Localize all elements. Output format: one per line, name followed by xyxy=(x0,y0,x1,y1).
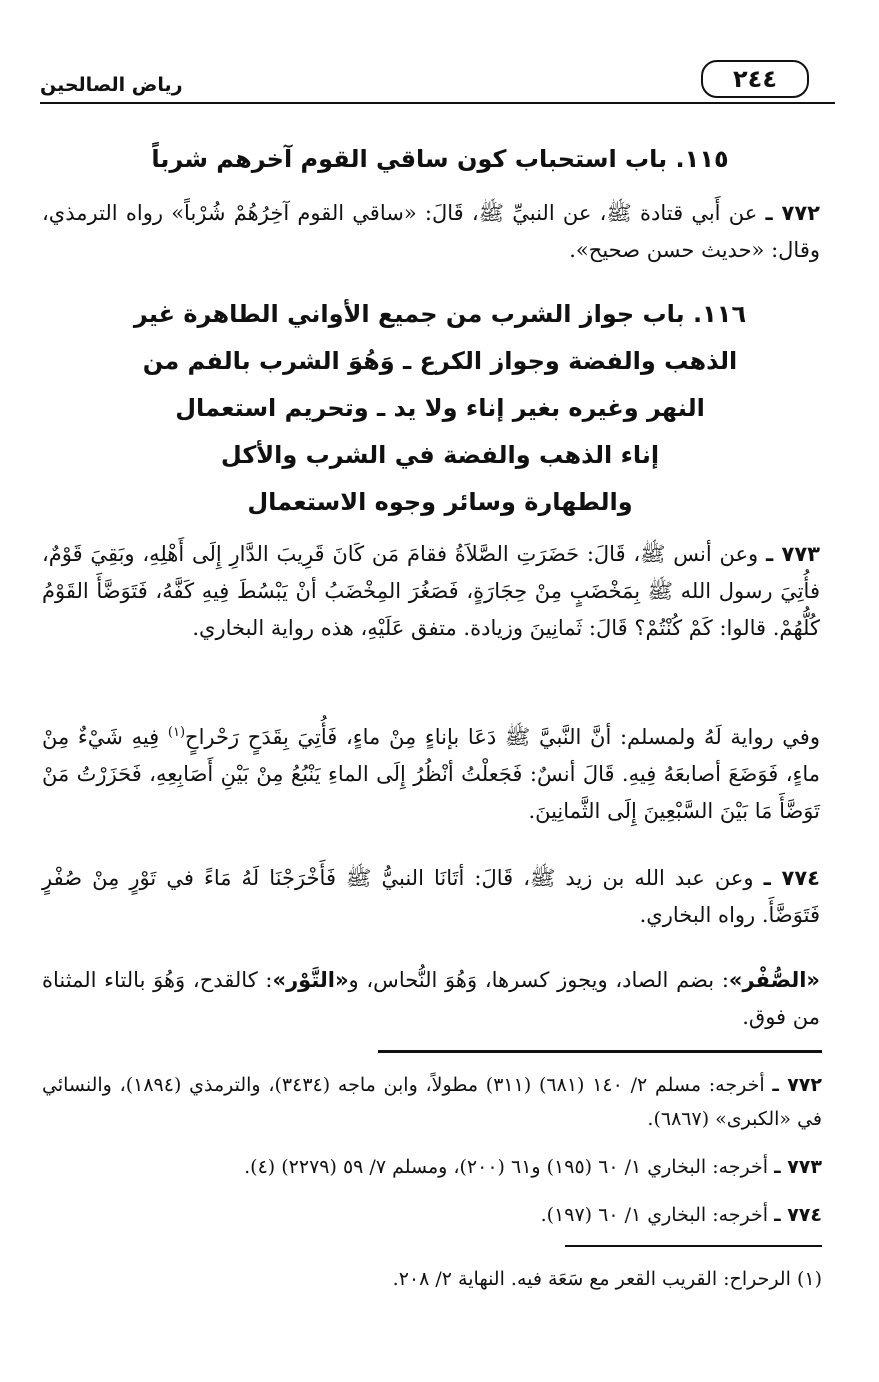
footnote-772 xyxy=(42,1068,822,1136)
hadith-number: ٧٧٤ ـ xyxy=(763,866,820,890)
glossary-note xyxy=(42,962,820,1036)
hadith-number: ٧٧٢ ـ xyxy=(765,201,820,225)
footnote-number: ٧٧٣ ـ xyxy=(774,1156,822,1178)
chapter-116-line: والطهارة وسائر وجوه الاستعمال xyxy=(247,488,633,516)
footnote-774 xyxy=(42,1198,822,1232)
hadith-text: وعن أنس ﷺ، قَالَ: حَضَرَتِ الصَّلاَةُ فقامَ مَن كَانَ قَرِيبَ الدَّارِ إِلَى أَهْلِهِ، وبَقِيَ قَوْمٌ، فأُتِيَ رسول الله ﷺ بِمَخْضَبٍ مِنْ حِجَارَةٍ، فَصَغُرَ المِخْضَبُ أنْ يَبْسُطَ فِيهِ كَفَّهُ، فَتَوَضَّأَ القَوْمُ كُلُّهُمْ. قالوا: كَمْ كُنْتُمْ؟ قَالَ: ثَمانِينَ وزيادة. متفق عَلَيْهِ، هذه رواية البخاري. xyxy=(42,542,820,640)
marginal-note-text: الرحراح: القريب القعر مع سَعَة فيه. النهاية ٢/ ٢٠٨. xyxy=(392,1268,791,1290)
hadith-text: عن أَبي قتادة ﷺ، عن النبيِّ ﷺ، قَالَ: «ساقي القوم آخِرُهُمْ شُرْباً» رواه الترمذي، وقال: «حديث حسن صحيح». xyxy=(42,201,820,262)
hadith-number: ٧٧٣ ـ xyxy=(765,542,820,566)
footnote-text: أخرجه: البخاري ١/ ٦٠ (١٩٥) و٦١ (٢٠٠)، ومسلم ٧/ ٥٩ (٢٢٧٩) (٤). xyxy=(244,1156,769,1178)
page-number: ٢٤٤ xyxy=(701,60,809,98)
hadith-772 xyxy=(42,195,820,269)
hadith-774 xyxy=(42,860,820,934)
marginal-note-separator xyxy=(565,1245,822,1247)
chapter-116-line: ١١٦. باب جواز الشرب من جميع الأواني الطاهرة غير xyxy=(133,300,747,328)
marginal-note-number: (١) xyxy=(796,1268,822,1290)
chapter-115-title: ١١٥. باب استحباب كون ساقي القوم آخرهم شرباً xyxy=(151,145,729,173)
footnote-number: ٧٧٢ ـ xyxy=(772,1074,822,1096)
variant-text: وفي رواية لَهُ ولمسلم: أنَّ النَّبيَّ ﷺ دَعَا بإناءٍ مِنْ ماءٍ، فَأُتِيَ بِقَدَحٍ رَحْراحٍ xyxy=(185,725,820,749)
hadith-text: وعن عبد الله بن زيد ﷺ، قَالَ: أتَانَا النبيُّ ﷺ فَأَخْرَجْنَا لَهُ مَاءً في تَوْرٍ مِنْ صُفْرٍ فَتَوَضَّأَ. رواه البخاري. xyxy=(42,866,820,927)
marginal-note xyxy=(42,1262,822,1296)
glossary-term: «التَّوْر» xyxy=(272,968,349,992)
footnote-marker[interactable]: (١) xyxy=(167,725,186,740)
hadith-773 xyxy=(42,536,820,647)
footnote-separator xyxy=(378,1050,822,1053)
chapter-116-line: النهر وغيره بغير إناء ولا يد ـ وتحريم استعمال xyxy=(175,394,705,422)
glossary-text: : كالقدح، وَهُوَ بالتاء المثناة من فوق. xyxy=(42,968,820,1029)
hadith-773-variant xyxy=(42,714,820,830)
footnote-text: أخرجه: البخاري ١/ ٦٠ (١٩٧). xyxy=(540,1204,769,1226)
glossary-term: «الصُّفْر» xyxy=(728,968,820,992)
chapter-116-line: إناء الذهب والفضة في الشرب والأكل xyxy=(220,441,660,469)
footnote-773 xyxy=(42,1150,822,1184)
page-header xyxy=(40,60,835,106)
header-rule xyxy=(40,102,835,104)
variant-text-rest: فِيهِ شَيْءٌ مِنْ ماءٍ، فَوَضَعَ أصابعَهُ فِيهِ. قَالَ أنسٌ: فَجَعلْتُ أنْظُرُ إِلَى الماءِ يَنْبُعُ مِنْ بَيْنِ أَصَابِعِهِ، فَحَزَرْتُ مَنْ تَوَضَّأَ مَا بَيْنَ السَّبْعِينَ إِلَى الثَّمانِينَ. xyxy=(42,725,820,823)
chapter-116-line: الذهب والفضة وجواز الكرع ـ وَهُوَ الشرب بالفم من xyxy=(142,347,738,375)
glossary-text: : بضم الصاد، ويجوز كسرها، وَهُوَ النُّحاس، و xyxy=(348,968,729,992)
book-title: رياض الصالحين xyxy=(40,74,183,96)
footnote-number: ٧٧٤ ـ xyxy=(774,1204,822,1226)
footnote-text: أخرجه: مسلم ٢/ ١٤٠ (٦٨١) (٣١١) مطولاً، وابن ماجه (٣٤٣٤)، والترمذي (١٨٩٤)، والنسائي في «الكبرى» (٦٨٦٧). xyxy=(42,1074,822,1130)
